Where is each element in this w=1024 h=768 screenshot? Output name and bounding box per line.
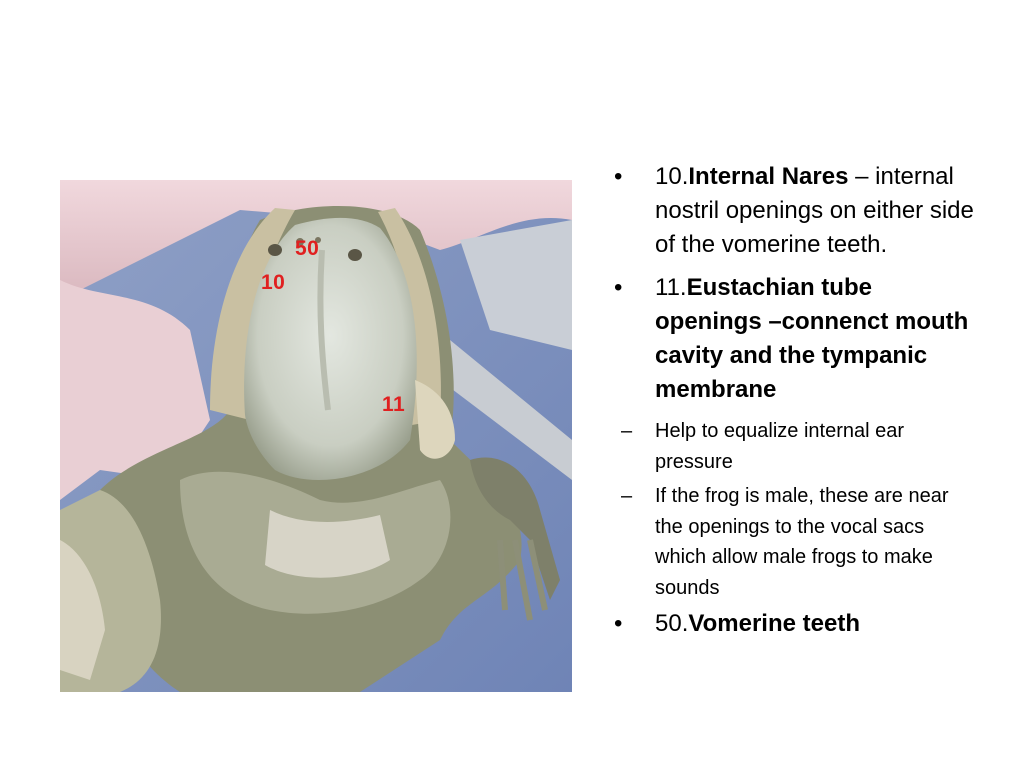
item-description: – internal nostril openings on either side of the vomerine teeth. bbox=[655, 163, 974, 258]
item-number: 50. bbox=[655, 610, 689, 637]
sub-bullet-marker: – bbox=[621, 485, 633, 507]
frog-mouth-photo bbox=[60, 180, 572, 692]
item-term: Internal Nares bbox=[688, 163, 849, 190]
bullet-internal-nares bbox=[614, 160, 974, 262]
sub-bullet-text: Help to equalize internal ear pressure bbox=[655, 420, 905, 473]
label-internal-nares-number: 10 bbox=[261, 271, 286, 294]
sub-bullet-ear-pressure bbox=[569, 416, 974, 477]
item-number: 11. bbox=[655, 274, 687, 301]
bullet-list bbox=[614, 160, 974, 650]
bullet-eustachian-tube bbox=[614, 271, 974, 407]
item-number: 10. bbox=[655, 163, 689, 190]
bullet-marker: • bbox=[614, 163, 623, 190]
sub-bullet-text: If the frog is male, these are near the openings to the vocal sacs which allow male frogs to make sounds bbox=[655, 485, 949, 599]
label-eustachian-tube-number: 11 bbox=[382, 393, 406, 416]
item-term: Eustachian tube openings –connenct mouth cavity and the tympanic membrane bbox=[655, 274, 969, 403]
item-term: Vomerine teeth bbox=[688, 610, 860, 637]
bullet-marker: • bbox=[614, 610, 623, 637]
sub-bullet-vocal-sacs bbox=[569, 481, 974, 603]
label-vomerine-teeth-number: 50 bbox=[295, 237, 320, 260]
sub-bullet-marker: – bbox=[621, 420, 633, 442]
bullet-vomerine-teeth bbox=[614, 607, 974, 641]
bullet-marker: • bbox=[614, 274, 623, 301]
